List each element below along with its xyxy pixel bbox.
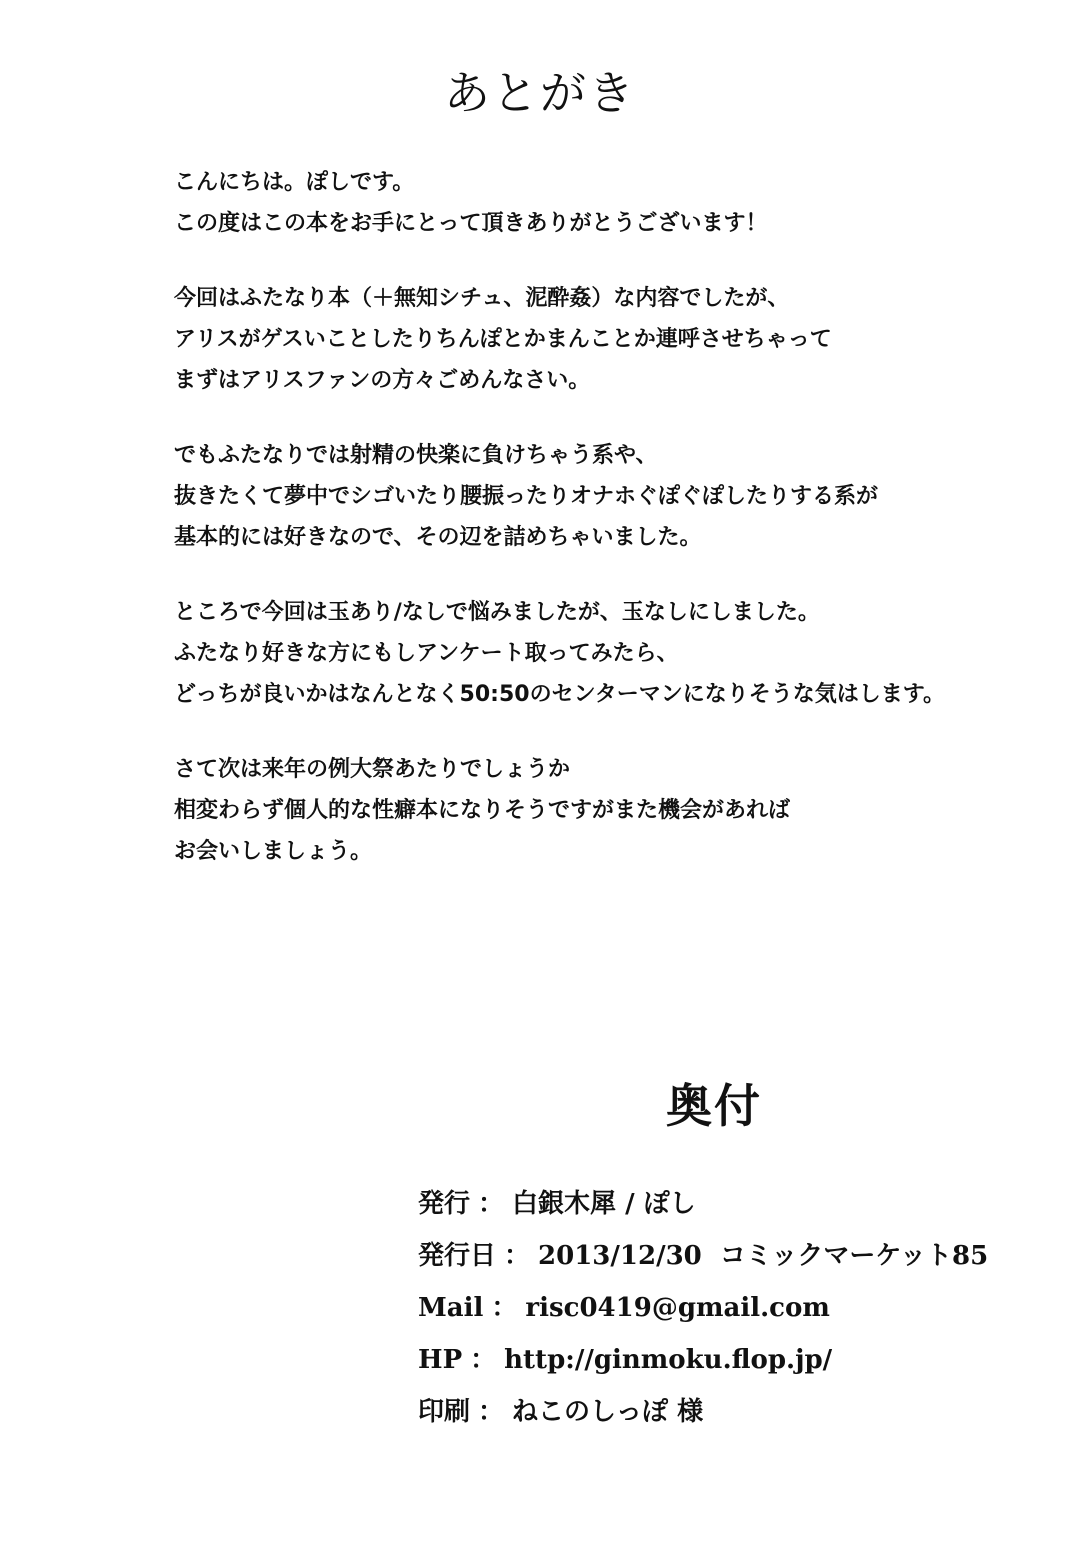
- afterword-line: ところで今回は玉あり/なしで悩みましたが、玉なしにしました。: [174, 600, 820, 625]
- afterword-paragraph: [174, 162, 1034, 244]
- colophon-row-mail: [418, 1282, 988, 1334]
- afterword-line: 基本的には好きなので、その辺を詰めちゃいました。: [174, 525, 702, 550]
- colophon-value: 2013/12/30 コミックマーケット85: [538, 1241, 989, 1271]
- afterword-paragraph: [174, 749, 1034, 872]
- colophon-row-date: [418, 1230, 988, 1282]
- afterword-line: 抜きたくて夢中でシゴいたり腰振ったりオナホぐぽぐぽしたりする系が: [174, 484, 879, 509]
- afterword-line: お会いしましょう。: [174, 839, 373, 864]
- afterword-paragraph: [174, 278, 1034, 401]
- colophon-separator: ：: [478, 1189, 505, 1219]
- colophon-separator: ：: [478, 1397, 505, 1427]
- afterword-line: さて次は来年の例大祭あたりでしょうか: [174, 757, 571, 782]
- colophon-label: 発行日: [418, 1241, 497, 1271]
- afterword-paragraph: [174, 592, 1034, 715]
- colophon-block: [418, 1178, 988, 1438]
- afterword-line: この度はこの本をお手にとって頂きありがとうございます！: [174, 211, 768, 236]
- colophon-label: Mail: [418, 1293, 484, 1323]
- afterword-line: 相変わらず個人的な性癖本になりそうですがまた機会があれば: [174, 798, 791, 823]
- colophon-row-homepage: [418, 1334, 988, 1386]
- colophon-label: 発行: [418, 1189, 471, 1219]
- afterword-line: ふたなり好きな方にもしアンケート取ってみたら、: [174, 641, 679, 666]
- afterword-line: まずはアリスファンの方々ごめんなさい。: [174, 368, 591, 393]
- afterword-line: こんにちは。ぽしです。: [174, 170, 415, 195]
- colophon-separator: ：: [491, 1293, 518, 1323]
- colophon-value: risc0419@gmail.com: [525, 1293, 830, 1323]
- colophon-title: 奥付: [666, 1079, 762, 1133]
- afterword-body: [174, 162, 1034, 906]
- colophon-label: 印刷: [418, 1397, 471, 1427]
- colophon-value: 白銀木犀 / ぽし: [512, 1189, 696, 1219]
- colophon-separator: ：: [470, 1345, 497, 1375]
- colophon-row-printer: [418, 1386, 988, 1438]
- colophon-value: ねこのしっぽ 様: [512, 1397, 704, 1427]
- colophon-label: HP: [418, 1345, 463, 1375]
- colophon-row-publisher: [418, 1178, 988, 1230]
- afterword-line: 今回はふたなり本（＋無知シチュ、泥酔姦）な内容でしたが、: [174, 286, 790, 311]
- afterword-line: アリスがゲスいことしたりちんぽとかまんことか連呼させちゃって: [174, 327, 832, 352]
- afterword-line: どっちが良いかはなんとなく50:50のセンターマンになりそうな気はします。: [174, 682, 945, 707]
- afterword-paragraph: [174, 435, 1034, 558]
- afterword-title: あとがき: [444, 66, 636, 120]
- colophon-separator: ：: [504, 1241, 531, 1271]
- afterword-line: でもふたなりでは射精の快楽に負けちゃう系や、: [174, 443, 658, 468]
- colophon-value: http://ginmoku.flop.jp/: [504, 1345, 833, 1375]
